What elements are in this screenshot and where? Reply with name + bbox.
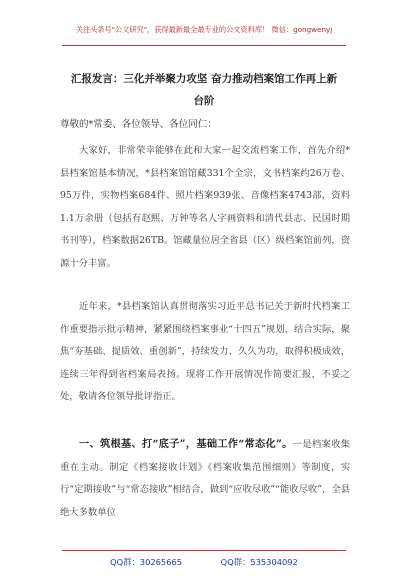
footer-qq-group-2: QQ群：535304092	[220, 557, 298, 567]
footer-qq-group-1: QQ群：30265665	[110, 557, 183, 567]
paragraph-overview: 近年来，*县档案馆认真贯彻落实习近平总书记关于新时代档案工作重要指示批示精神，紧紧围绕档案事业“十四五”规划，结合实际，聚焦“夯基础、提质效、重创新”，持续发力、久久为功，取得积极成效，连续三年得到省档案局表扬。现将工作开展情况作简要汇报，不妥之处，敬请各位领导批评指正。	[60, 301, 350, 402]
section-1-text: 一是档案收集重在主动。制定《档案接收计划》《档案收集范围细则》等制度，实行“定期接收”与“常态接收”相结合，做到“应收尽收”“能收尽收”，全县绝大多数单位	[60, 439, 350, 518]
title-line-1: 汇报发言：三化并举聚力攻坚 奋力推动档案馆工作再上新	[70, 73, 338, 85]
title-line-2: 台阶	[193, 95, 215, 107]
header-divider	[62, 45, 346, 46]
document-title	[60, 68, 348, 112]
paragraph-intro: 大家好，非常荣幸能够在此和大家一起交流档案工作，首先介绍*县档案馆基本情况，*县档案馆馆藏331个全宗，文书档案约26万卷、95万件，实物档案684件、照片档案939张、音像档案4743部，资料1.1万余册（包括有赵熙、万钟等名人字画资料和清代县志、民国时期书刊等），档案数据26TB。馆藏量位居全省县（区）级档案馆前列，资源十分丰富。	[60, 145, 350, 269]
footer-divider	[62, 550, 346, 551]
header-banner: 关注头条号"公文研究"，获得最新最全最专业的公文资料库！ 微信：gongwenyj	[75, 25, 333, 34]
section-1-paragraph	[60, 433, 350, 524]
footer	[0, 556, 408, 568]
section-1-heading: 一、筑根基、打“底子”，基础工作“常态化”。	[79, 438, 293, 450]
salutation: 尊敬的*常委、各位领导、各位同仁：	[60, 119, 217, 130]
